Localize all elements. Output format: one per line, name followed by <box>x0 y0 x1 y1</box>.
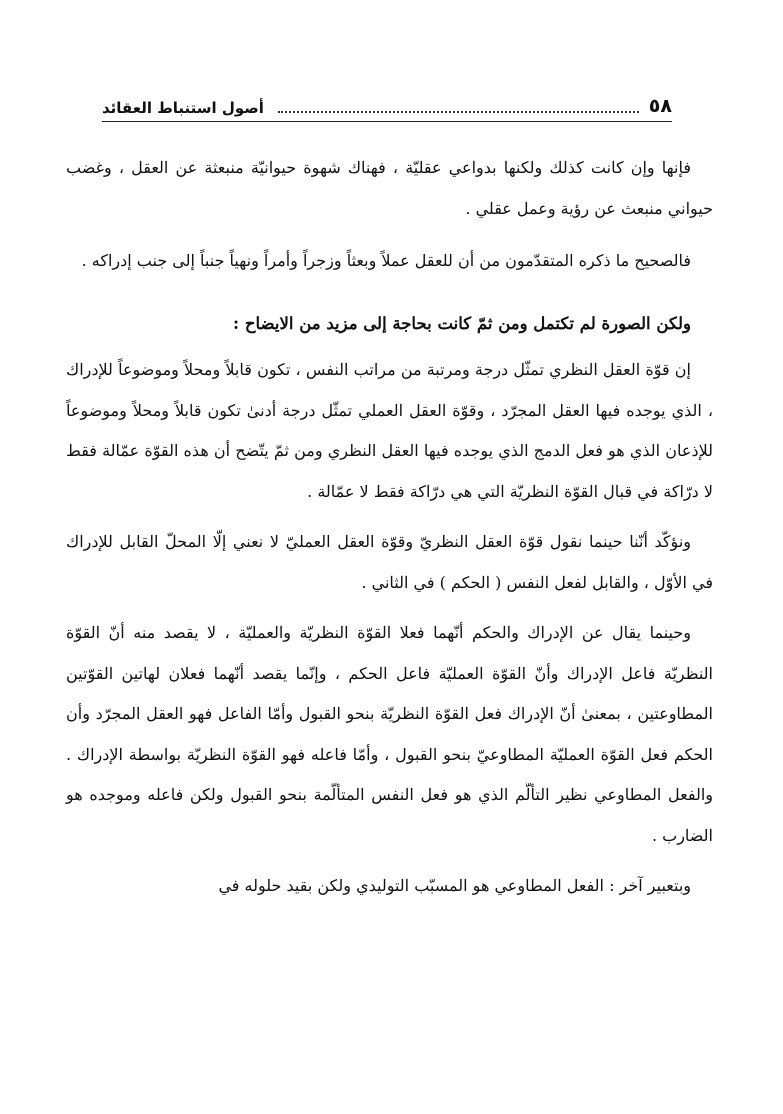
paragraph-6: وبتعبير آخر : الفعل المطاوعي هو المسبّب التوليدي ولكن بقيد حلوله في <box>218 876 691 895</box>
page-number: ٥٨ <box>648 95 672 117</box>
section-heading: ولكن الصورة لم تكتمل ومن ثمّ كانت بحاجة إلى مزيد من الايضاح : <box>233 313 691 333</box>
page-body <box>66 148 713 907</box>
paragraph-4: ونؤكّد أنّنا حينما نقول قوّة العقل النظريّ وقوّة العقل العمليّ لا نعني إلّا المحلّ القابل للإدراك في الأوّل ، والقابل لفعل النفس ( الحكم ) في الثاني . <box>66 532 713 592</box>
paragraph-3: إن قوّة العقل النظري تمثّل درجة ومرتبة من مراتب النفس ، تكون قابلاً ومحلاً وموضوعاً للإدراك ، الذي يوجده فيها العقل المجرّد ، وقوّة العقل العملي تمثّل درجة أدنىٰ تكون قابلاً ومحلاً وموضوعاً للإذعان الذي هو فعل الدمج الذي يوجده فيها العقل النظري ومن ثمّ يتّضح أن هذه القوّة عمّالة فقط لا درّاكة في قبال القوّة النظريّة التي هي درّاكة فقط لا عمّالة . <box>66 360 713 501</box>
paragraph-5: وحينما يقال عن الإدراك والحكم أنّهما فعلا القوّة النظريّة والعمليّة ، لا يقصد منه أنّ القوّة النظريّة فاعل الإدراك وأنّ القوّة العمليّة فاعل الحكم ، وإنّما يقصد أنّهما فعلان لهاتين القوّتين المطاوعتين ، بمعنىٰ أنّ الإدراك فعل القوّة النظريّة بنحو القبول وأمّا الفاعل فهو العقل المجرّد وأن الحكم فعل القوّة العمليّة المطاوعيّ بنحو القبول ، وأمّا فاعله فهو القوّة النظريّة بواسطة الإدراك . والفعل المطاوعي نظير التألّم الذي هو فعل النفس المتألّمة بنحو القبول ولكن فاعله وموجده هو الضارب . <box>66 623 713 845</box>
paragraph-2: فالصحيح ما ذكره المتقدّمون من أن للعقل عملاً وبعثاً وزجراً وأمراً ونهياً جنباً إلى جنب إدراكه . <box>81 251 691 270</box>
running-title: أصول استنباط العقائد <box>102 99 264 117</box>
page-header <box>102 88 672 122</box>
header-dot-leader <box>278 110 639 113</box>
paragraph-1: فإنها وإن كانت كذلك ولكنها بدواعي عقليّة ، فهناك شهوة حيوانيّة منبعثة عن العقل ، وغضب حيواني منبعث عن رؤية وعمل عقلي . <box>66 158 713 218</box>
